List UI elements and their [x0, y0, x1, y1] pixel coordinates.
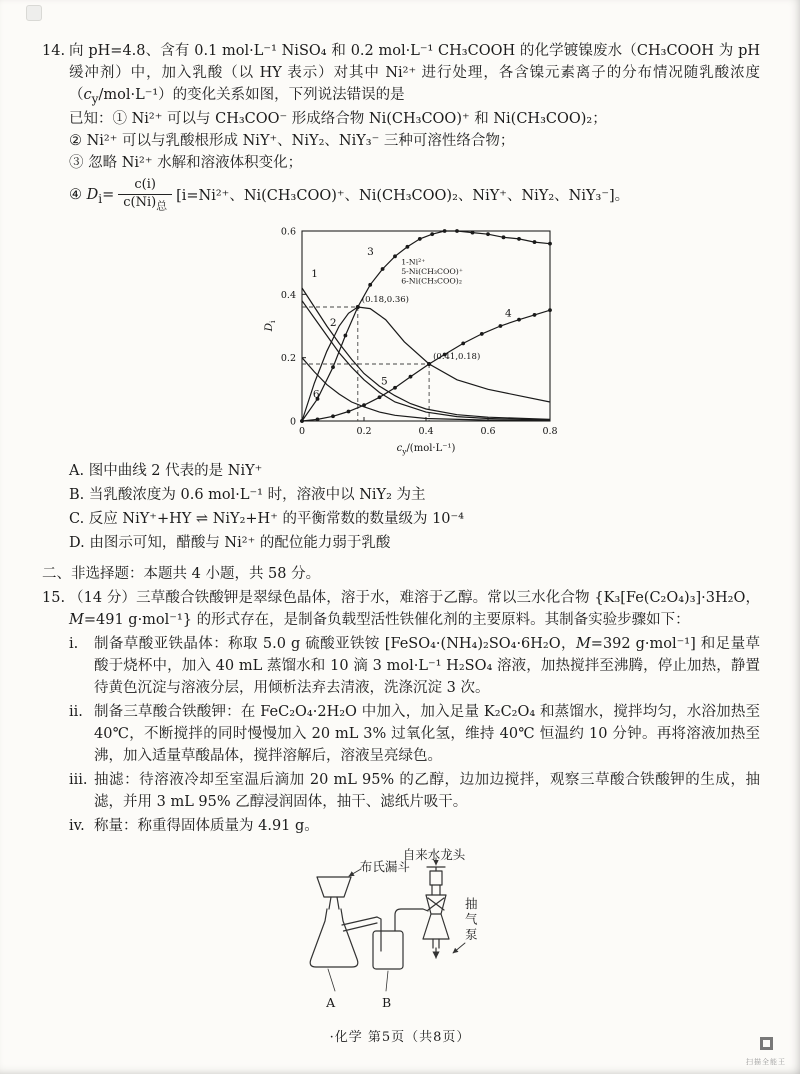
- option-a-text: 图中曲线 2 代表的是 NiY⁺: [88, 462, 263, 479]
- option-b-text: 当乳酸浓度为 0.6 mol·L⁻¹ 时，溶液中以 NiY₂ 为主: [88, 486, 426, 503]
- q14-option-a: [69, 460, 760, 482]
- tap-body: [430, 871, 442, 885]
- y-tick-label: 0.2: [280, 353, 296, 365]
- curve-3-marker: [393, 254, 397, 258]
- q15-step-iii: [69, 769, 760, 813]
- curve-3-marker: [532, 240, 536, 244]
- curve-3-marker: [343, 334, 347, 338]
- watermark-text: 扫描全能王: [746, 1058, 786, 1067]
- question-14: [42, 40, 760, 554]
- fraction-numerator: c(i): [118, 177, 172, 195]
- curve-3-marker: [380, 267, 384, 271]
- flask-side-arm: [342, 917, 377, 931]
- step-iii-text: 抽滤：待溶液冷却至室温后滴加 20 mL 95% 的乙醇，边加边搅拌，观察三草酸合铁酸钾的生成，抽滤，并用 3 mL 95% 乙醇浸润固体，抽干、滤纸片吸干。: [94, 772, 760, 811]
- apparatus-drawing: [285, 845, 545, 1017]
- curve-4-marker: [393, 386, 397, 390]
- species-distribution-chart: [69, 219, 760, 457]
- q14-number: 14.: [42, 43, 66, 59]
- step-ii-text: 制备三草酸合铁酸钾：在 FeC₂O₄·2H₂O 中加入，加入足量 K₂C₂O₄ 和蒸馏水，搅拌均匀，水浴加热至 40℃，不断搅拌的同时慢慢加入 20 mL 3% 过氧化氢，维持 40℃ 恒温约 10 分钟。再将溶液加热至沸，加入适量草酸晶体，搅拌溶解后，溶液呈亮绿色。: [94, 704, 760, 765]
- curve-3-marker: [455, 229, 459, 233]
- step-iv-text: 称量：称重得固体质量为 4.91 g。: [94, 818, 319, 835]
- camscanner-watermark: [741, 1035, 791, 1068]
- q15-step-ii: [69, 701, 760, 767]
- curve-4-marker: [548, 308, 552, 312]
- curve-number-label: 6: [312, 388, 320, 401]
- option-b-letter: B.: [69, 486, 85, 503]
- pump-drain: [433, 939, 439, 948]
- tap-pipe: [432, 885, 440, 895]
- curve-4-marker: [498, 324, 502, 328]
- scanner-stamp-mark: [26, 5, 42, 21]
- curve-3-marker: [417, 237, 421, 241]
- option-d-text: 由图示可知，醋酸与 Ni²⁺ 的配位能力弱于乳酸: [89, 535, 391, 552]
- curve-3-marker: [486, 232, 490, 236]
- x-axis-label: $c_y/(mol\cdot L^{-1})$: [396, 442, 455, 456]
- y-tick-label: 0.6: [280, 226, 296, 238]
- curve-4-marker: [300, 419, 304, 423]
- step-ii-numeral: ii.: [69, 704, 83, 721]
- section-2-heading: 二、非选择题：本题共 4 小题，共 58 分。: [42, 566, 321, 583]
- curve-3-marker: [442, 229, 446, 233]
- filtration-apparatus-figure: [285, 845, 545, 1017]
- curve-4-marker: [532, 313, 536, 317]
- curve-number-label: 3: [366, 245, 374, 258]
- legend-entry: 1-Ni²⁺: [400, 257, 425, 267]
- pump-hatch: [428, 898, 444, 910]
- x-tick-label: 0.4: [417, 425, 434, 437]
- pump-label-arrow: [453, 943, 465, 953]
- funnel-label-arrow: [349, 869, 361, 876]
- safety-bottle: [373, 931, 403, 969]
- q14-known-4: [69, 177, 760, 214]
- funnel-label: 布氏漏斗: [359, 859, 410, 875]
- option-c-letter: C.: [69, 511, 85, 527]
- curve-number-label: 2: [329, 316, 337, 329]
- q14-option-d: [69, 532, 760, 554]
- annotation-label: (0.18,0.36): [361, 294, 409, 305]
- buchner-funnel: [317, 877, 351, 897]
- annotation-label: (0.41,0.18): [432, 351, 480, 362]
- curve-4-marker: [315, 417, 319, 421]
- fraction-denominator: $c(Ni)_总$: [123, 195, 168, 213]
- step-i-text: 制备草酸亚铁晶体：称取 5.0 g 硫酸亚铁铵 [FeSO₄·(NH₄)₂SO₄·6H₂O，M=392 g·mol⁻¹] 和足量草酸于烧杯中，加入 40 mL 蒸馏水和 10 滴 3 mol·L⁻¹ H₂SO₄ 溶液，加热搅拌至沸腾，停止加热，静置待黄色沉淀与溶液分层，用倾析法弃去清液，洗涤沉淀 3 次。: [94, 636, 760, 697]
- curve-number-label: 1: [310, 267, 318, 280]
- legend-entry: 5-Ni(CH₃COO)⁺: [400, 266, 463, 276]
- q15-step-i: [69, 633, 760, 699]
- q15-step-iv: [69, 815, 760, 837]
- x-tick-label: 0.6: [479, 425, 496, 437]
- option-c-text: 反应 NiY⁺+HY ⇌ NiY₂+H⁺ 的平衡常数的数量级为 10⁻⁴: [88, 511, 464, 527]
- chart-canvas: [260, 219, 570, 457]
- x-tick-label: 0.2: [355, 425, 372, 437]
- q14-stem: 向 pH=4.8、含有 0.1 mol·L⁻¹ NiSO₄ 和 0.2 mol·L⁻¹ CH₃COOH 的化学镀镍废水（CH₃COOH 为 pH 缓冲剂）中，加入乳酸（以 HY 表示）对其中 Ni²⁺ 进行处理，各含镍元素离子的分布情况随乳酸浓度$(c_y/mol\cdot L^{-1})$的变化关系如图，下列说法错误的是: [69, 43, 760, 106]
- pump-skirt: [423, 914, 449, 939]
- pump-label: 抽气泵: [463, 897, 479, 944]
- tube-into-bottle: [377, 917, 381, 951]
- curve-4-marker: [517, 318, 521, 322]
- curve-5: [302, 301, 550, 420]
- curve-3-marker: [470, 231, 474, 235]
- x-tick-label: 0.8: [541, 425, 558, 437]
- curve-number-label: 5: [380, 375, 388, 388]
- step-i-numeral: i.: [69, 636, 79, 653]
- y-tick-label: 0.4: [280, 289, 296, 301]
- annotation-point: [427, 362, 431, 366]
- curve-3-marker: [331, 365, 335, 369]
- bottle-b-label: B: [382, 995, 392, 1011]
- q14-known4-suffix: [i=Ni²⁺、Ni(CH₃COO)⁺、Ni(CH₃COO)₂、NiY⁺、NiY₂、NiY₃⁻]。: [176, 187, 630, 204]
- annotation-point: [355, 305, 359, 309]
- q14-option-c: [69, 508, 760, 530]
- y-tick-label: 0: [289, 416, 296, 428]
- curve-4-marker: [377, 395, 381, 399]
- curve-3-marker: [548, 242, 552, 246]
- curve-3-marker: [430, 232, 434, 236]
- q14-known-3: ③ 忽略 Ni²⁺ 水解和溶液体积变化；: [69, 155, 303, 172]
- flask-a-label: A: [326, 995, 336, 1011]
- curve-number-label: 4: [504, 307, 512, 320]
- label-b-leader: [386, 971, 388, 991]
- curve-3-marker: [368, 283, 372, 287]
- filter-flask: [310, 909, 358, 967]
- bottle-outlet-tube: [395, 909, 428, 931]
- legend-entry: 6-Ni(CH₃COO)₂: [400, 276, 462, 286]
- option-d-letter: D.: [69, 535, 85, 552]
- curve-3-marker: [501, 235, 505, 239]
- faucet-label: 自来水龙头: [402, 847, 466, 863]
- page-footer: ·化学 第5页（共8页）: [329, 1030, 471, 1046]
- curve-4-marker: [461, 341, 465, 345]
- step-iii-numeral: iii.: [69, 772, 88, 789]
- distribution-fraction: [118, 177, 172, 214]
- q14-known-2: ② Ni²⁺ 可以与乳酸根形成 NiY⁺、NiY₂、NiY₃⁻ 三种可溶性络合物；: [69, 133, 515, 150]
- funnel-stem: [329, 897, 339, 909]
- x-tick-label: 0: [298, 425, 305, 437]
- q14-known4-prefix: ④ $D_i=$: [69, 186, 115, 206]
- camscanner-logo-icon: [760, 1037, 773, 1050]
- curve-4-marker: [479, 332, 483, 336]
- curve-3-marker: [517, 237, 521, 241]
- option-a-letter: A.: [69, 462, 85, 479]
- q14-option-b: [69, 484, 760, 506]
- curve-4-marker: [408, 375, 412, 379]
- y-axis-label: $D_i$: [262, 320, 277, 332]
- curve-4-marker: [346, 410, 350, 414]
- q14-known-1: 已知：① Ni²⁺ 可以与 CH₃COO⁻ 形成络合物 Ni(CH₃COO)⁺ 和 Ni(CH₃COO)₂；: [69, 111, 607, 128]
- curve-3-marker: [405, 245, 409, 249]
- q15-intro: （14 分）三草酸合铁酸钾是翠绿色晶体，溶于水，难溶于乙醇。常以三水化合物 {K₃[Fe(C₂O₄)₃]·3H₂O，M=491 g·mol⁻¹} 的形式存在，是制备负载型活性铁催化剂的主要原料。其制备实验步骤如下：: [69, 590, 760, 629]
- step-iv-numeral: iv.: [69, 818, 85, 835]
- question-15: [42, 587, 760, 1017]
- q15-number: 15.: [42, 590, 66, 607]
- curve-4-marker: [331, 414, 335, 418]
- curve-6: [302, 358, 550, 421]
- label-a-leader: [328, 969, 335, 991]
